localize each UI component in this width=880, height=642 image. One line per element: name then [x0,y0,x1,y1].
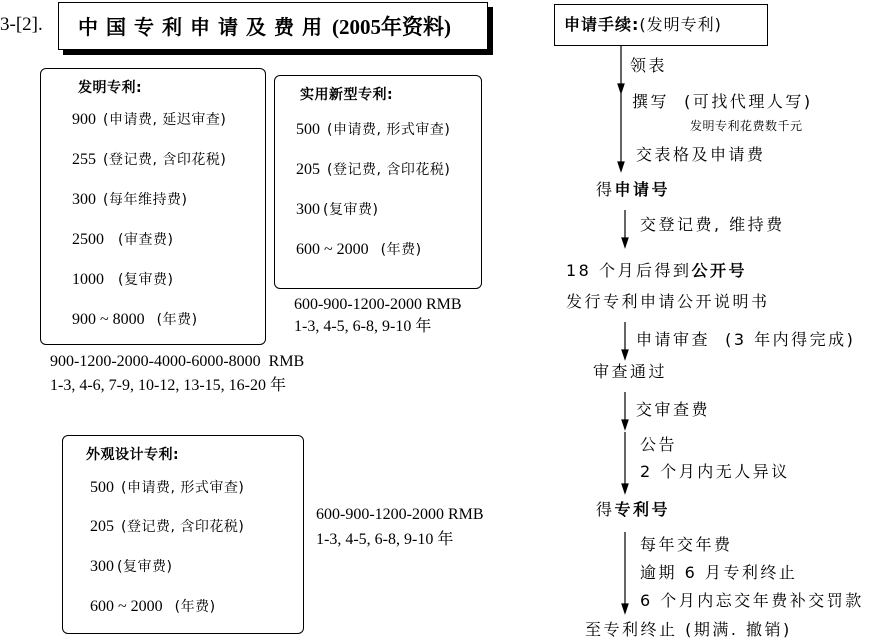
fee-amount: 600 ~ 2000 [296,241,369,258]
step-write-cost: 发明专利花费数千元 [690,119,803,133]
milestone-prefix: 得 [596,180,615,199]
milestone-label: 专利号 [614,500,671,519]
step-overdue: 逾期 6 月专利终止 [640,563,798,582]
utility-model-heading: 实用新型专利: [300,87,394,103]
fee-amount: 1000 [72,271,104,288]
fee-amount: 300 [296,201,320,218]
step-annual-fee: 每年交年费 [640,535,733,554]
fee-note: (复审费) [118,272,174,288]
milestone-application-no [596,180,670,200]
flow-arrow [618,45,624,93]
milestone-patent-no [596,500,670,520]
utility-model-annual-fee-years: 1-3, 4-5, 6-8, 9-10 年 [294,318,432,335]
fee-amount: 900 ~ 8000 [72,311,145,328]
step-examination: 申请审查 (3 年内得完成) [636,330,856,349]
slide-number: 3-[2]. [0,14,43,35]
step-late-payment: 6 个月内忘交年费补交罚款 [640,591,864,610]
milestone-label: 申请号 [614,180,671,199]
fee-amount: 900 [72,111,96,128]
step-write: 撰写 (可找代理人写) [632,92,813,111]
milestone-prefix: 得 [596,500,615,519]
step-get-form: 领表 [630,56,668,75]
milestone-exam-passed: 审查通过 [593,362,668,381]
step-pay-fees: 交登记费, 维持费 [640,215,785,234]
design-annual-fee-amounts: 600-900-1200-2000 RMB [316,506,484,523]
invention-annual-fee-years: 1-3, 4-6, 7-9, 10-12, 13-15, 16-20 年 [50,377,286,394]
milestone-label: 公开号 [691,261,747,280]
fee-note: (年费) [156,312,198,328]
design-heading: 外观设计专利: [86,447,180,463]
fee-amount: 300 [72,191,96,208]
fee-amount: 300 [90,558,114,575]
milestone-prefix: 18 个月后得到 [566,261,692,280]
step-no-objection: 2 个月内无人异议 [640,462,790,481]
fee-note: (申请费, 延迟审查) [103,112,227,128]
title-main: 中国专利申请及费用 [78,15,330,39]
fee-note: (复审费) [323,202,379,218]
fee-note: (申请费, 形式审查) [121,480,245,496]
flow-arrow [622,210,628,247]
flow-arrow [622,322,628,359]
fee-note: (年费) [380,242,422,258]
fee-amount: 500 [90,479,114,496]
fee-note: (申请费, 形式审查) [327,122,451,138]
fee-amount: 500 [296,121,320,138]
step-publication-doc: 发行专利申请公开说明书 [566,292,770,311]
fee-amount: 600 ~ 2000 [90,598,163,615]
fee-note: (年费) [174,599,216,615]
fee-amount: 205 [296,161,320,178]
fee-note: (登记费, 含印花税) [327,162,451,178]
fee-amount: 2500 [72,231,104,248]
flow-arrow [622,432,628,493]
milestone-publication-no [566,261,747,281]
fee-note: (登记费, 含印花税) [121,519,245,535]
fee-note: (审查费) [118,232,174,248]
utility-model-annual-fee-amounts: 600-900-1200-2000 RMB [294,296,462,313]
invention-annual-fee-amounts: 900-1200-2000-4000-6000-8000 RMB [50,353,305,370]
flow-arrow [622,392,628,429]
title-year-note: (2005年资料) [332,15,451,39]
step-announcement: 公告 [640,435,678,454]
fee-amount: 205 [90,518,114,535]
process-title-note: (发明专利) [639,15,722,34]
step-submit: 交表格及申请费 [636,145,766,164]
invention-heading: 发明专利: [78,80,143,96]
process-end: 至专利终止 (期满. 撤销) [585,620,792,639]
step-exam-fee: 交审查费 [636,400,711,419]
fee-note: (每年维持费) [103,192,188,208]
fee-amount: 255 [72,151,96,168]
process-title-label: 申请手续: [564,15,640,34]
flow-arrow [618,93,624,171]
flow-arrow [622,532,628,613]
design-annual-fee-years: 1-3, 4-5, 6-8, 9-10 年 [316,531,454,548]
fee-note: (复审费) [117,559,173,575]
fee-note: (登记费, 含印花税) [103,152,227,168]
